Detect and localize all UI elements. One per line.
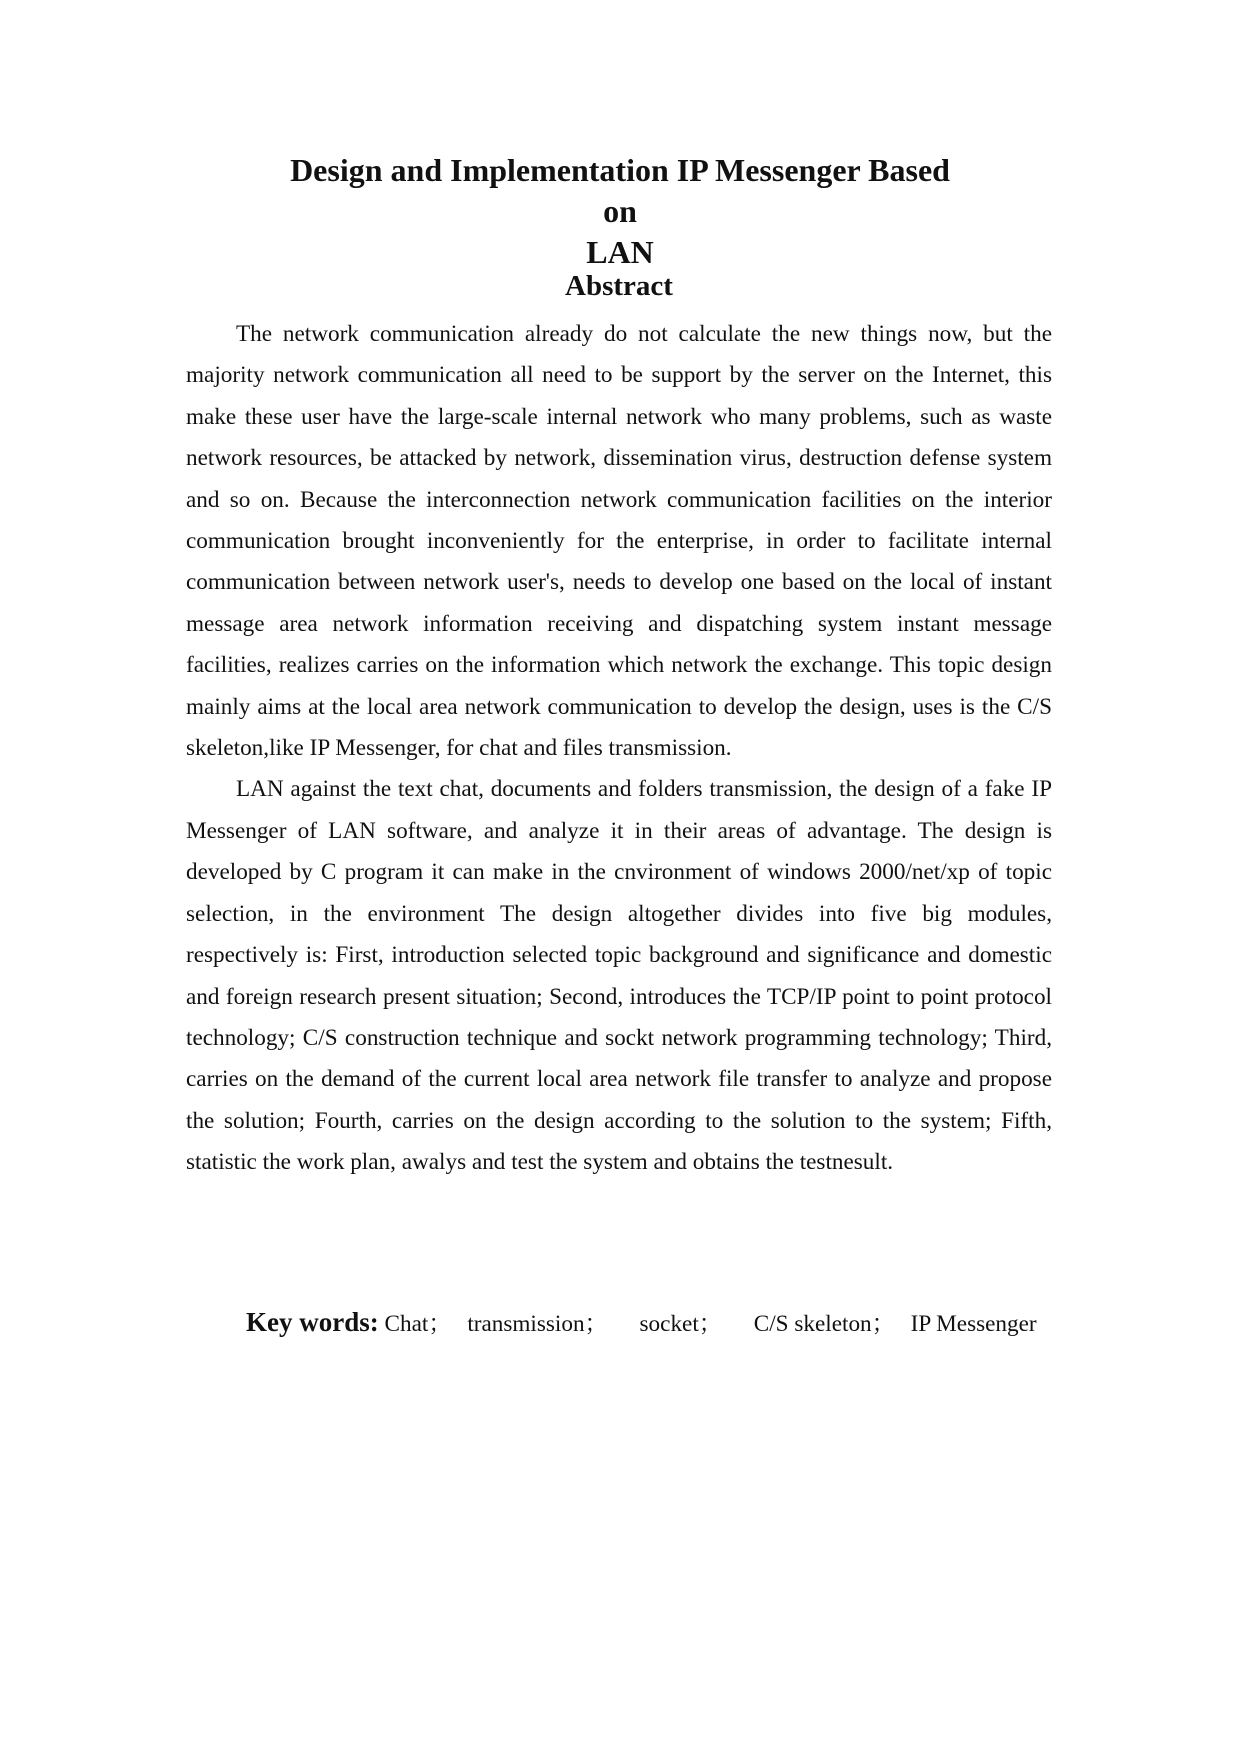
paper-title-line-2: LAN [586,234,654,270]
abstract-paragraph-2: LAN against the text chat, documents and folders transmission, the design of a fake IP Messenger of LAN software, and analyze it in their areas of advantage. The design is developed by C program it can make in the cnvironment of windows 2000/net/xp of topic selection, in the environment The design altogether divides into five big modules, respectively is: First, introduction selected topic background and significance and domestic and foreign research present situation; Second, introduces the TCP/IP point to point protocol technology; C/S construction technique and sockt network programming technology; Third, carries on the demand of the current local area network file transfer to analyze and propose the solution; Fourth, carries on the design according to the solution to the system; Fifth, statistic the work plan, awalys and test the system and obtains the testnesult. [186,776,1052,1176]
abstract-paragraph-1: The network communication already do not calculate the new things now, but the majority network communication all need to be support by the server on the Internet, this make these user have the large-scale internal network who many problems, such as waste network resources, be attacked by network, dissemination virus, destruction defense system and so on. Because the interconnection network communication facilities on the interior communication brought inconveniently for the enterprise, in order to facilitate internal communication between network user's, needs to develop one based on the local of instant message area network information receiving and dispatching system instant message facilities, realizes carries on the information which network the exchange. This topic design mainly aims at the local area network communication to develop the design, uses is the C/S skeleton,like IP Messenger, for chat and files transmission. [186,321,1052,762]
keyword-item: Chat [384,1311,429,1337]
keyword-item: socket [639,1311,699,1337]
abstract-heading: Abstract [565,270,673,302]
abstract-body [186,314,1052,1184]
keyword-item: transmission [467,1311,585,1337]
keywords-label: Key words: [246,1307,379,1337]
keywords-line [246,1304,1066,1342]
keyword-item: C/S skeleton [753,1311,872,1337]
keyword-separator: ； [584,1311,608,1337]
paper-title [270,150,970,273]
paper-title-line-1: Design and Implementation IP Messenger Based on [290,152,950,229]
keyword-separator: ； [698,1311,722,1337]
keyword-separator: ； [428,1311,452,1337]
keyword-item: IP Messenger [910,1311,1037,1337]
keyword-separator: ； [871,1311,895,1337]
